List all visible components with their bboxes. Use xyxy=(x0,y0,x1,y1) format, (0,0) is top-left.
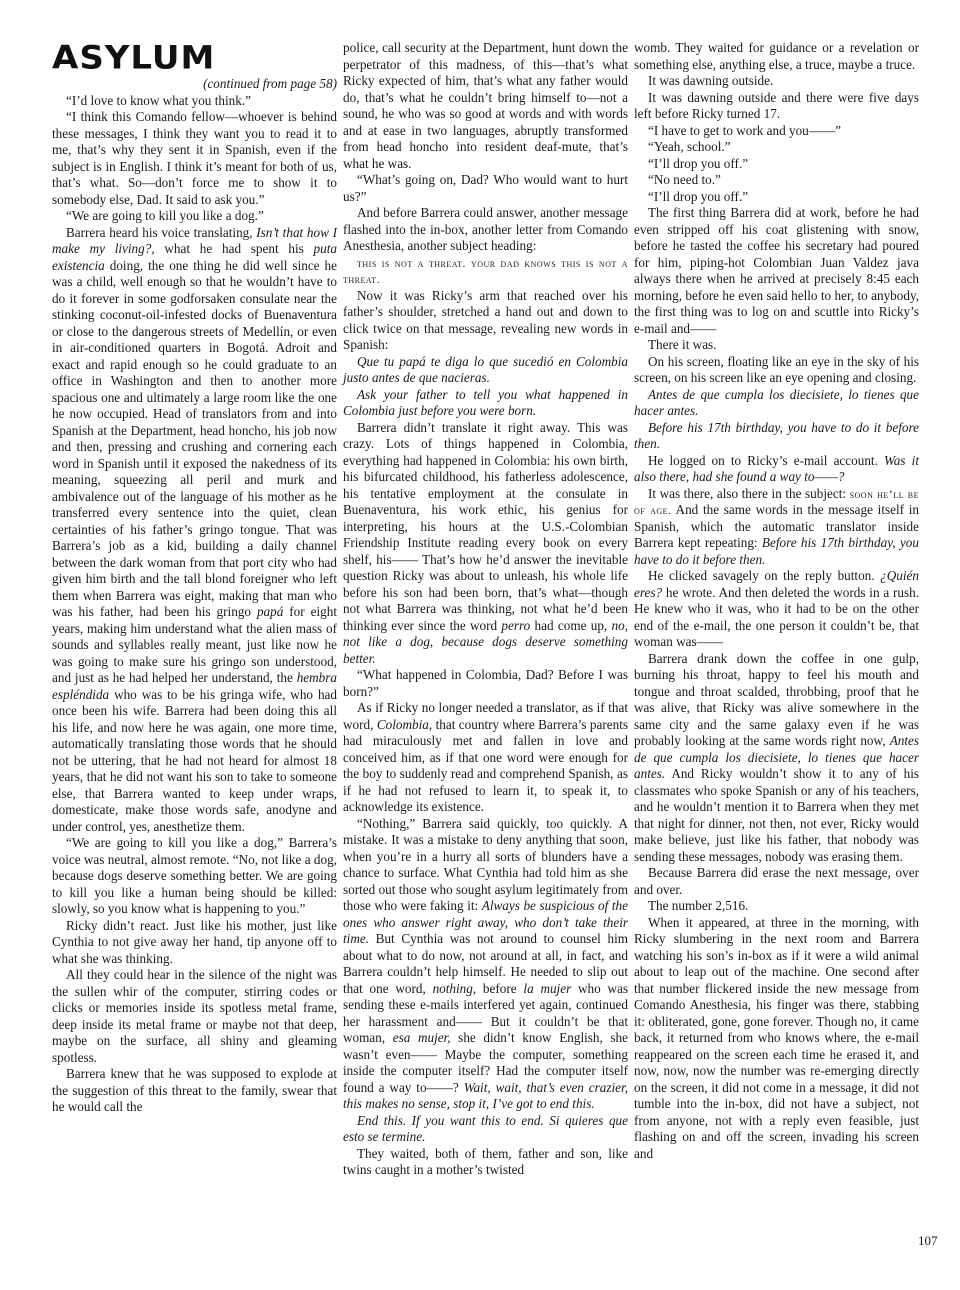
paragraph xyxy=(634,139,919,156)
paragraph xyxy=(52,93,337,110)
paragraph xyxy=(52,208,337,225)
paragraph xyxy=(634,486,919,569)
text-run: Colombia, xyxy=(376,716,433,732)
paragraph xyxy=(634,568,919,651)
text-run: doing, the one thing he did well since he was a child, well enough so that he wouldn’t have to do it forever in some godforsaken consulate near the stinking coconut-oil-infested docks of Buenaventura or close to the dangerous streets of Medellín, or even in air-conditioned quarters in Bogotá. Adroit and exact and rapid enough so he could graduate to an office in Washington and then to another more spacious one and ultimately a large room like the one he now occupied. Head of translators from and into Spanish at the Department, head honcho, his job now and then, pressing and crushing and cornering each word in Spanish until it exposed the nakedness of its meaning, squeezing all peril and murk and ambivalence out of the language of his mother as he transferred every sentence into the quiet, clean certainties of his father’s gringo tongue. That was Barrera’s job as a kid, building a daily channel between the dark woman from that port city who had given him birth and the tall blond foreigner who left them when Barrera was eight, making that man who was his father, had been his gringo xyxy=(52,257,337,619)
text-run: esa mujer, xyxy=(392,1030,451,1045)
text-run: “I have to get to work and you——” xyxy=(648,122,841,138)
text-run: papá xyxy=(256,604,284,619)
text-run: The number 2,516. xyxy=(648,898,749,913)
text-run: Before his 17th birthday, you have to do it before then. xyxy=(634,419,919,451)
text-run: He logged on to Ricky’s e-mail account. xyxy=(648,452,885,468)
text-run: “I’d love to know what you think.” xyxy=(66,92,251,108)
text-run: The first thing Barrera did at work, before he had even stripped off his coat glistening with snow, before he tasted the coffee his secretary had poured for him, piping-hot Colombian Juan Valdez java always there when he arrived at precisely 8:45 each morning, before he even said hello to her, to anybody, the first thing was to log on and scuttle into Ricky’s e-mail and—— xyxy=(634,205,919,336)
text-run: Barrera didn’t translate it right away. This was crazy. Lots of things happened in Colombia, everything had happened in Colombia: his own birth, his bifurcated childhood, his fatherless adolescence, his tentative employment at the consulate in Buenaventura, his work ethic, his genius for interpreting, his hours at the U.S.-Colombian Friendship Institute reading every book on every shelf, his—— That’s how he’d answer the inevitable question Ricky was about to unleash, his whole life before his son had been born, that’s what—though not what Barrera was thinking, not what he’d been thinking ever since the word xyxy=(343,419,628,633)
text-run: “We are going to kill you like a dog,” Barrera’s voice was neutral, almost remote. “No, not like a dog, because dogs deserve something better. We are going to kill you like a human being should be killed: slowly, so you know what is happening to you.” xyxy=(52,835,337,916)
paragraph xyxy=(634,205,919,337)
paragraph xyxy=(634,387,919,420)
paragraph xyxy=(343,1113,628,1146)
text-run: End this. If you want this to end. Si quieres que esto se termine. xyxy=(343,1112,628,1144)
text-run: hembra espléndida xyxy=(52,670,337,702)
paragraph xyxy=(634,898,919,915)
text-run: It was there, also there in the subject: xyxy=(648,485,850,501)
text-run: Always be suspicious of the ones who answer right away, who don’t take their time. xyxy=(343,898,628,946)
text-run: Barrera drank down the coffee in one gulp, burning his throat, happy to feel his mouth and tongue and throat scalded, throbbing, proof that he was alive, that Ricky was alive somewhere in the same city and the same galaxy even if he was probably looking at the same words right now, xyxy=(634,650,919,748)
paragraph xyxy=(634,354,919,387)
text-run: On his screen, floating like an eye in the sky of his screen, on his screen like an eye opening and closing. xyxy=(634,353,919,385)
text-run: “I think this Comando fellow—whoever is behind these messages, I think they want you to read it to me, that’s why they sent it in Spanish, even if the subject is in English. I think it’s meant for both of us, that’s what. So—don’t force me to show it to somebody else, Dad. It said to ask you.” xyxy=(52,109,337,207)
text-run: Wait, wait, that’s even crazier, this makes no sense, stop it, I’ve got to end this. xyxy=(343,1079,628,1111)
text-run: he wrote. And then deleted the words in a rush. He knew who it was, who it had to be on the other end of the e-mail, the one person it couldn’t be, that woman was—— xyxy=(634,584,919,649)
text-run: that country where Barrera’s parents had miraculously met and fallen in love and conceived him, as if that one word were enough for the boy to suddenly read and comprehend Spanish, as if he had not refused to learn it, to speak it, to acknowledge its existence. xyxy=(343,716,629,814)
paragraph xyxy=(52,225,337,836)
column-2 xyxy=(343,40,628,1179)
paragraph xyxy=(52,835,337,918)
paragraph xyxy=(343,205,628,255)
paragraph xyxy=(343,172,628,205)
paragraph xyxy=(634,172,919,189)
text-run: “We are going to kill you like a dog.” xyxy=(66,208,264,223)
text-run: Ricky didn’t react. Just like his mother, just like Cynthia to not give away her hand, tip anyone off to what she was thinking. xyxy=(52,917,337,966)
article-title: ASYLUM xyxy=(52,39,216,78)
paragraph xyxy=(343,40,628,172)
paragraph xyxy=(634,453,919,486)
paragraph xyxy=(52,918,337,968)
text-run: “Yeah, school.” xyxy=(648,139,731,154)
text-run: for eight years, making him understand what the alien mass of sounds and syllables really meant, just like now he was going to make sure his gringo son understood, and just as he had helped her understand, the xyxy=(52,604,338,685)
text-run: police, call security at the Department, hunt down the perpetrator of this madness, of this—that’s what Ricky expected of him, that’s what any father would do, that’s what he couldn’t bring himself to—not a sound, he who was so good at words and with words and at ease in two languages, abruptly transformed from head honcho into resident deaf-mute, that’s what he was. xyxy=(343,40,628,171)
paragraph xyxy=(343,1146,628,1179)
text-run: had come up, xyxy=(530,617,612,633)
continued-note: (continued from page 58) xyxy=(203,76,337,91)
text-run: “I’ll drop you off.” xyxy=(648,155,749,171)
paragraph xyxy=(634,189,919,206)
column-1 xyxy=(52,40,337,1116)
text-run: Was it also there, had she found a way to——? xyxy=(634,452,920,484)
text-run: “Nothing,” Barrera said quickly, too quickly. A mistake. It was a mistake to deny anything that soon, when you’re in a hurry all sorts of blunders have a chance to surface. What Cynthia had told him as she sorted out those who sought asylum legitimately from those who were faking it: xyxy=(343,815,628,913)
paragraph xyxy=(634,90,919,123)
text-run: And before Barrera could answer, another message flashed into the in-box, another letter from Comando Anesthesia, another subject heading: xyxy=(343,205,628,253)
paragraph xyxy=(634,915,919,1163)
paragraph xyxy=(634,337,919,354)
text-run: Antes de que cumpla los diecisiete, lo tienes que hacer antes. xyxy=(634,386,919,418)
text-run: Before his 17th birthday, you have to do it before then. xyxy=(634,535,919,567)
paragraph xyxy=(343,288,628,354)
paragraph xyxy=(343,816,628,1113)
column-3 xyxy=(634,40,919,1162)
text-run: she didn’t know English, she wasn’t even—— Maybe the computer, something inside the computer itself? Had the computer itself found a way to——? xyxy=(343,1030,628,1095)
text-run: Barrera heard his voice translating, xyxy=(66,224,257,240)
text-run: As if Ricky no longer needed a translator, as if that word, xyxy=(343,700,628,732)
text-run: perro xyxy=(501,617,531,633)
text-run: It was dawning outside. xyxy=(648,73,774,88)
paragraph xyxy=(634,651,919,866)
text-run: , what he had spent his xyxy=(151,241,314,256)
paragraph xyxy=(634,865,919,898)
text-run: soon he’ll be of age. xyxy=(634,486,920,517)
column-2-text xyxy=(343,40,628,1179)
text-run: Isn’t that how I make my living? xyxy=(52,224,337,256)
text-run: “What happened in Colombia, Dad? Before I was born?” xyxy=(343,667,628,699)
text-run: who was sending these e-mails interfered yet again, continued her harassment and—— But it couldn’t be that woman, xyxy=(343,980,628,1045)
text-run: womb. They waited for guidance or a revelation or something else, anything else, a truce, maybe a truce. xyxy=(634,40,919,72)
paragraph xyxy=(343,420,628,668)
paragraph xyxy=(634,73,919,90)
text-run: before xyxy=(476,980,524,996)
text-run: They waited, both of them, father and son, like twins caught in a mother’s twisted xyxy=(343,1145,628,1177)
text-run: “No need to.” xyxy=(648,172,721,187)
text-run: Que tu papá te diga lo que sucedió en Colombia justo antes de que nacieras. xyxy=(343,353,628,385)
paragraph xyxy=(343,354,628,387)
paragraph xyxy=(52,967,337,1066)
text-run: nothing, xyxy=(432,980,477,996)
text-run: There it was. xyxy=(648,337,717,352)
paragraph xyxy=(343,700,628,816)
page-number: 107 xyxy=(918,1233,938,1248)
text-run: But Cynthia was not around to counsel him about what to do now, not around at all, in fact, and Barrera couldn’t help himself. He needed to slip out that one word, xyxy=(343,931,628,996)
text-run: Now it was Ricky’s arm that reached over his father’s shoulder, stretched a hand out and down to click twice on that message, revealing new words in Spanish: xyxy=(343,287,628,352)
text-run: When it appeared, at three in the morning, with Ricky slumbering in the next room and Barrera watching his son’s in-box as if it were a wild animal about to leap out of the machine. One second after that number flickered inside the new message from Comando Anesthesia, his finger was there, stabbing it: obliterated, gone, gone forever. Though no, it came back, it returned from who knows where, the e-mail reappeared on the screen each time he erased it, and now, now, now the number was re-emerging directly on the screen, it did not come in a message, it did not tumble into the in-box, did not have a subject, not from anyone, not with a reply even feasible, just flashing on and off the screen, invading his screen and xyxy=(634,914,919,1161)
paragraph xyxy=(52,109,337,208)
text-run: Ask your father to tell you what happened in Colombia just before you were born. xyxy=(343,386,628,418)
paragraph xyxy=(343,667,628,700)
text-run: And Ricky wouldn’t show it to any of his classmates who spoke Spanish or any of his teachers, and he wouldn’t mention it to Barrera when they met that night for dinner, not then, not ever, Ricky would make believe, just like his father, that nobody was sending these messages, nobody was erasing them. xyxy=(634,766,919,864)
text-run: Antes de que cumpla los diecisiete, lo tienes que hacer antes. xyxy=(634,733,919,781)
text-run: who was to be his gringa wife, who had once been his wife. Barrera had been doing this all his life, and now here he was again, one more time, automatically translating those words that he should not be uttering, that he had not heard for almost 18 years, that he did not want his son to take to someone else, that Barrera wanted to keep under wraps, domesticate, make those words safe, anodyne and under control, yes, anesthetize them. xyxy=(52,686,337,834)
text-run: no, not like a dog, because dogs deserve something better. xyxy=(343,617,628,666)
text-run: this is not a threat. your dad knows this is not a threat. xyxy=(343,255,628,286)
text-run: “What’s going on, Dad? Who would want to hurt us?” xyxy=(343,172,628,204)
paragraph xyxy=(52,1066,337,1116)
paragraph xyxy=(343,387,628,420)
text-run: puta existencia xyxy=(52,241,337,273)
paragraph xyxy=(634,420,919,453)
text-run: “I’ll drop you off.” xyxy=(648,188,749,204)
column-3-text xyxy=(634,40,919,1162)
text-run: It was dawning outside and there were five days left before Ricky turned 17. xyxy=(634,89,919,121)
text-run: ¿Quién eres? xyxy=(634,568,919,600)
text-run: Barrera knew that he was supposed to explode at the suggestion of this threat to the family, swear that he would call the xyxy=(52,1066,337,1114)
paragraph xyxy=(634,156,919,173)
text-run: He clicked savagely on the reply button. xyxy=(648,568,881,583)
paragraph xyxy=(634,40,919,73)
paragraph xyxy=(343,255,628,288)
text-run: la mujer xyxy=(523,980,572,996)
text-run: Because Barrera did erase the next message, over and over. xyxy=(634,865,919,897)
paragraph xyxy=(634,123,919,140)
text-run: All they could hear in the silence of the night was the sullen whir of the computer, stirring codes or clicks or memories inside its spotless metal frame, deep inside its metal frame or maybe not that deep, maybe on the surface, all shiny and gleaming spotless. xyxy=(52,967,337,1065)
text-run: And the same words in the message itself in Spanish, which the automatic translator inside Barrera kept repeating: xyxy=(634,502,919,550)
column-1-text xyxy=(52,93,337,1116)
